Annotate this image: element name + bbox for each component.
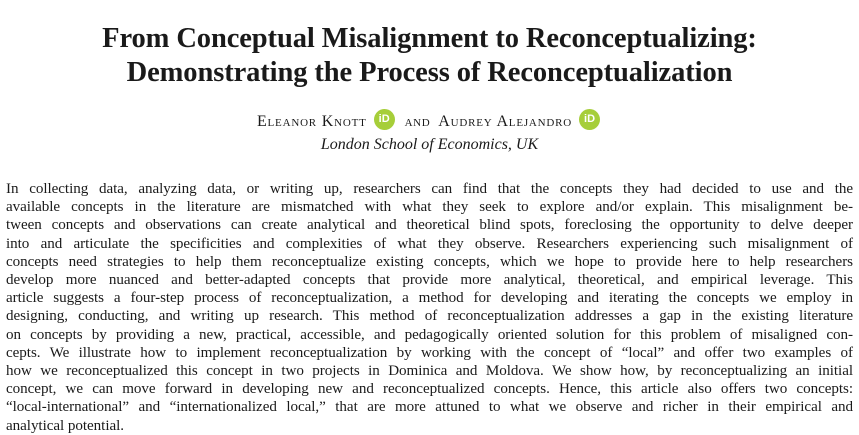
abstract-line: analytical potential. <box>6 417 124 434</box>
abstract-line: tween concepts and observations can create analytical and theoretical blind spots, foreclosing the opportunity to delve deeper <box>6 217 853 234</box>
author-affiliation: London School of Economics, UK <box>320 136 539 153</box>
abstract-line: cepts. We illustrate how to implement reconceptualization by working with the concept of “local” and offer two examples of <box>6 344 853 361</box>
abstract-line: into and articulate the specificities and complexities of what they observe. Researchers experiencing such misalignment of <box>6 235 853 252</box>
abstract-line: concepts need strategies to help them reconceptualize existing concepts, which we hope to provide here to help researchers <box>6 253 853 270</box>
article-title <box>0 22 859 90</box>
abstract-line: designing, conducting, and writing up research. This method of reconceptualization addresses a gap in the existing literature <box>6 308 853 325</box>
orcid-icon[interactable]: iD <box>579 109 600 130</box>
abstract-line: develop more nuanced and better-adapted concepts that provide more analytical, theoretical, and empirical leverage. This <box>6 272 853 289</box>
orcid-icon[interactable]: iD <box>374 109 395 130</box>
abstract-line: available concepts in the literature are mismatched with what they seek to explore and/or explain. This misalignment be- <box>6 199 853 216</box>
abstract-line: concept, we can move forward in developing new and reconceptualized concepts. Hence, this article also offers two concepts: <box>6 381 853 398</box>
abstract-line: article suggests a four-step process of reconceptualization, a method for developing and iterating the concepts we employ in <box>6 290 853 307</box>
author-conjunction: and <box>404 113 431 130</box>
abstract <box>6 180 853 435</box>
author-name-2: Audrey Alejandro <box>438 113 573 130</box>
abstract-line: on concepts by providing a new, practical, accessible, and pedagogically oriented solution for this problem of misaligned con- <box>6 326 853 343</box>
abstract-line: In collecting data, analyzing data, or writing up, researchers can find that the concepts they had decided to use and the <box>6 181 853 197</box>
abstract-line: “local-international” and “internationalized local,” that are more attuned to what we observe and richer in their empirical and <box>6 399 853 416</box>
title-line-1: From Conceptual Misalignment to Reconceptualizing: <box>102 23 757 55</box>
author-name-1: Eleanor Knott <box>256 113 367 130</box>
author-list <box>0 109 859 133</box>
title-line-2: Demonstrating the Process of Reconceptualization <box>126 57 733 89</box>
abstract-line: how we reconceptualized this concept in two projects in Dominica and Moldova. We show how, by reconceptualizing an initial <box>6 363 853 380</box>
